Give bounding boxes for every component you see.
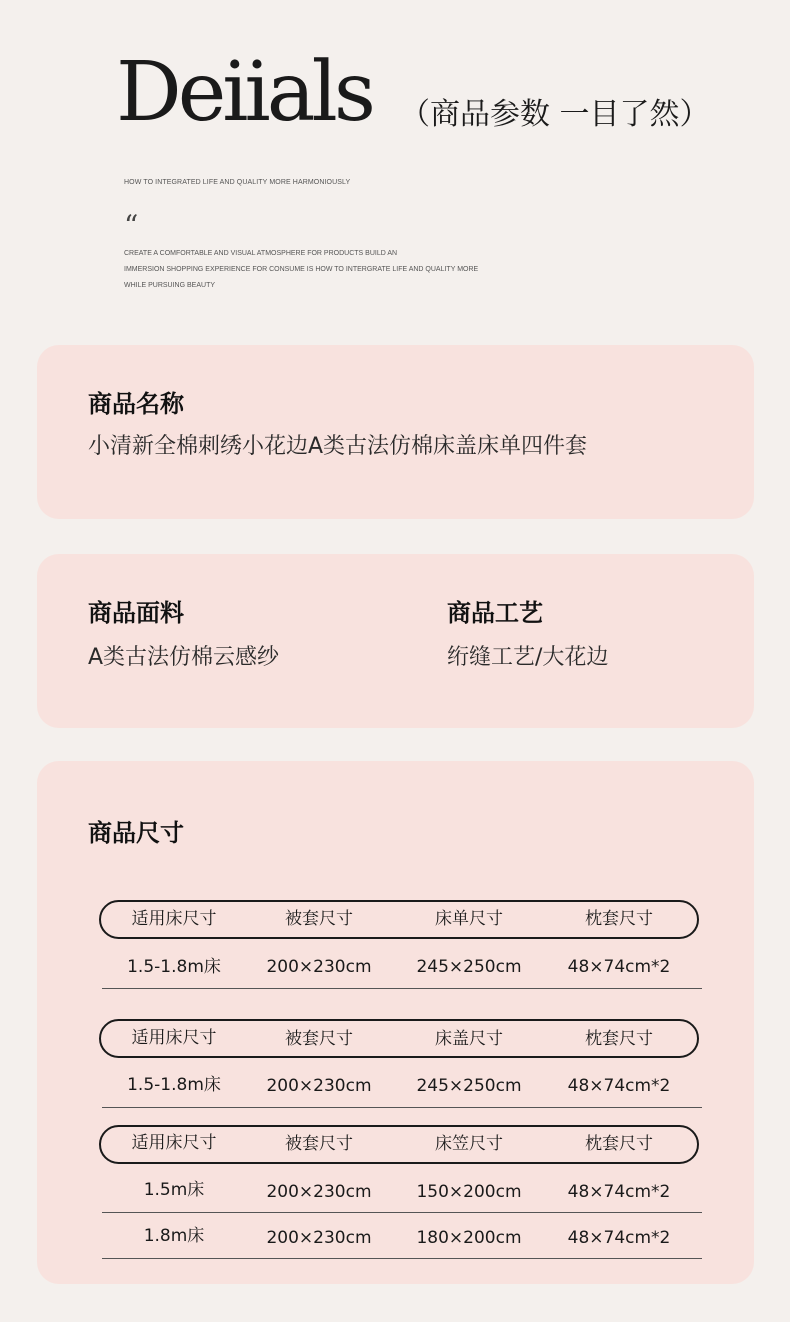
product-name-card: [37, 345, 754, 519]
header-duvet-size: 被套尺寸: [285, 1134, 353, 1154]
table-cell: 245×250cm: [416, 1076, 522, 1096]
table-cell: 48×74cm*2: [567, 1228, 671, 1248]
table-cell: 245×250cm: [416, 957, 522, 977]
header-bed-size: 适用床尺寸: [131, 1028, 217, 1048]
product-name-value: 小清新全棉刺绣小花边A类古法仿棉床盖床单四件套: [88, 434, 588, 459]
intro-line: CREATE A COMFORTABLE AND VISUAL ATMOSPHERE FOR PRODUCTS BUILD AN: [124, 250, 398, 257]
table-cell: 48×74cm*2: [567, 1076, 671, 1096]
intro-line: WHILE PURSUING BEAUTY: [124, 282, 216, 289]
material-craft-card: [37, 554, 754, 728]
quote-mark-icon: “: [124, 209, 139, 242]
craft-value: 绗缝工艺/大花边: [447, 645, 609, 670]
header-sheet-size: 床单尺寸: [435, 909, 503, 929]
table-cell: 150×200cm: [416, 1182, 522, 1202]
intro-line: IMMERSION SHOPPING EXPERIENCE FOR CONSUME IS HOW TO INTERGRATE LIFE AND QUALITY MORE: [124, 266, 479, 273]
table-cell: 200×230cm: [266, 957, 372, 977]
header-pillow-size: 枕套尺寸: [585, 1134, 653, 1154]
material-value: A类古法仿棉云感纱: [88, 645, 280, 670]
table-cell: 180×200cm: [416, 1228, 522, 1248]
craft-label: 商品工艺: [447, 599, 543, 627]
table-cell: 48×74cm*2: [567, 957, 671, 977]
header-bed-size: 适用床尺寸: [131, 909, 217, 929]
row-divider: [102, 1258, 702, 1259]
table-cell: 1.5-1.8m床: [127, 1075, 221, 1095]
header-cover-size: 床盖尺寸: [435, 1029, 503, 1049]
header-fitted-sheet-size: 床笠尺寸: [435, 1134, 503, 1154]
table-cell: 48×74cm*2: [567, 1182, 671, 1202]
table-cell: 1.8m床: [143, 1226, 205, 1246]
table-cell: 1.5-1.8m床: [127, 957, 221, 977]
table-cell: 1.5m床: [143, 1180, 205, 1200]
table-cell: 200×230cm: [266, 1076, 372, 1096]
table-cell: 200×230cm: [266, 1182, 372, 1202]
header-duvet-size: 被套尺寸: [285, 1029, 353, 1049]
product-name-label: 商品名称: [88, 390, 184, 418]
row-divider: [102, 988, 702, 989]
hero-title: Deiials: [116, 45, 372, 140]
header-pillow-size: 枕套尺寸: [585, 1029, 653, 1049]
header-bed-size: 适用床尺寸: [131, 1133, 217, 1153]
size-card: [37, 761, 754, 1284]
row-divider: [102, 1212, 702, 1213]
row-divider: [102, 1107, 702, 1108]
size-label: 商品尺寸: [88, 819, 184, 847]
header-pillow-size: 枕套尺寸: [585, 909, 653, 929]
material-label: 商品面料: [88, 599, 184, 627]
table-cell: 200×230cm: [266, 1228, 372, 1248]
hero-subtitle: （商品参数 一目了然）: [400, 97, 710, 132]
tagline: HOW TO INTEGRATED LIFE AND QUALITY MORE HARMONIOUSLY: [124, 179, 351, 186]
header-duvet-size: 被套尺寸: [285, 909, 353, 929]
